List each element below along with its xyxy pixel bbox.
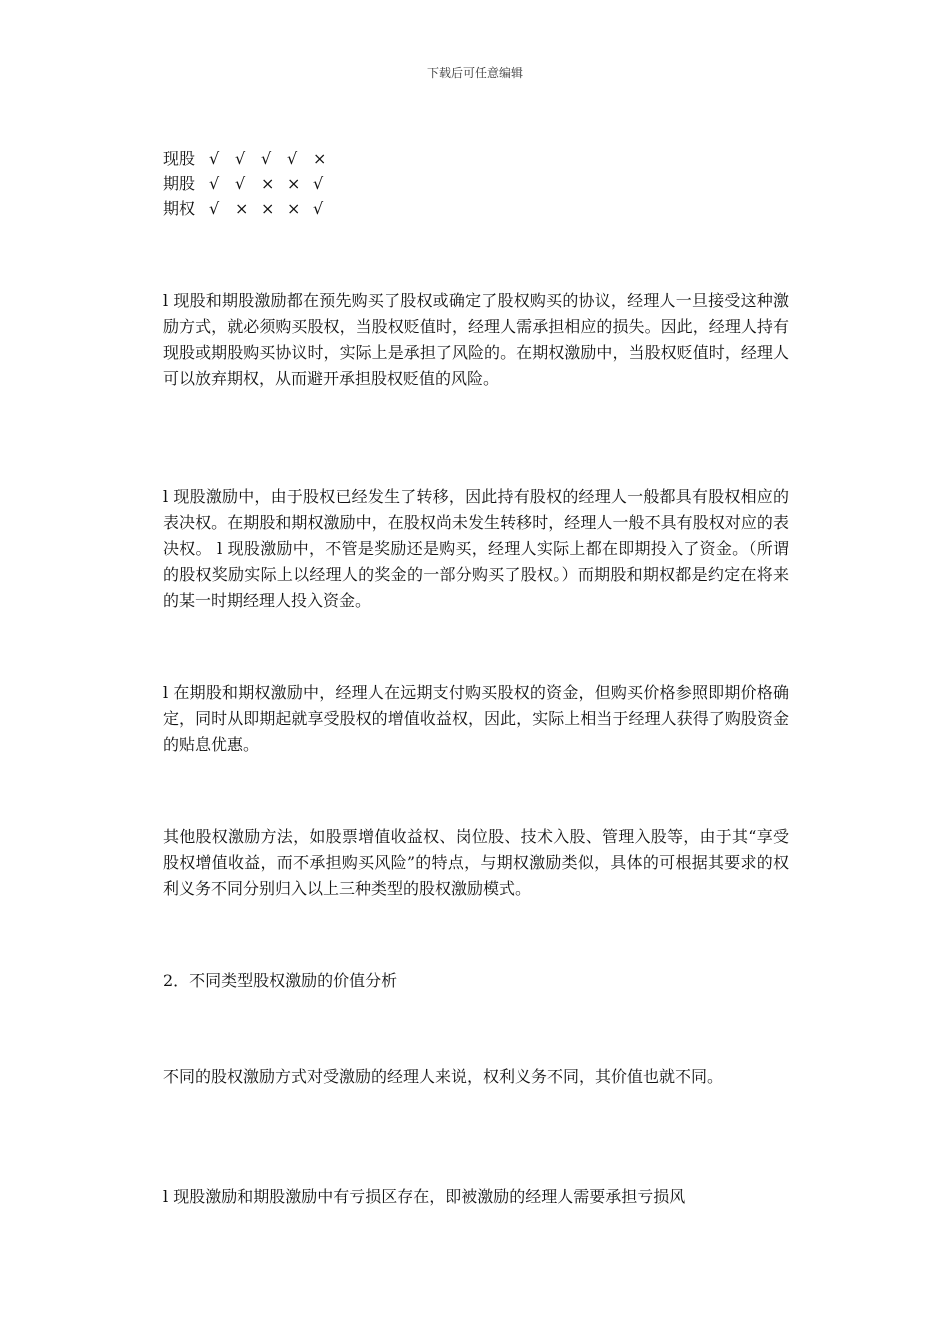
paragraph-voting-rights: l 现股激励中，由于股权已经发生了转移，因此持有股权的经理人一般都具有股权相应的表决权。在期股和期权激励中，在股权尚未发生转移时，经理人一般不具有股权对应的表决权。 l 现股激励中，不管是奖励还是购买，经理人实际上都在即期投入了资金。（所谓的股权奖励实际上以经理人的奖金的一部分购买了股权。）而期股和期权都是约定在将来的某一时期经理人投入资金。 (163, 487, 789, 610)
mark-cell: √ (235, 174, 246, 193)
mark-cell: √ (209, 199, 220, 218)
mark-cell: × (313, 149, 327, 168)
comparison-table (163, 146, 339, 221)
paragraph-value: 不同的股权激励方式对受激励的经理人来说，权利义务不同，其价值也就不同。 (163, 1067, 724, 1086)
mark-cell: × (287, 199, 301, 218)
paragraph-risk: l 现股和期股激励都在预先购买了股权或确定了股权购买的协议，经理人一旦接受这种激励方式，就必须购买股权，当股权贬值时，经理人需承担相应的损失。因此，经理人持有现股或期股购买协议时，实际上是承担了风险的。在期权激励中，当股权贬值时，经理人可以放弃期权，从而避开承担股权贬值的风险。 (163, 291, 789, 388)
mark-cell: √ (313, 174, 324, 193)
mark-cell: × (235, 199, 249, 218)
mark-cell: √ (313, 199, 324, 218)
paragraph-loss-zone: l 现股激励和期股激励中有亏损区存在，即被激励的经理人需要承担亏损风 (163, 1187, 686, 1206)
page-header: 下载后可任意编辑 (426, 66, 523, 80)
mark-cell: √ (209, 174, 220, 193)
mark-cell: √ (261, 149, 272, 168)
row-label: 现股 (163, 149, 196, 168)
table-row (163, 171, 339, 196)
mark-cell: × (261, 199, 275, 218)
mark-cell: × (287, 174, 301, 193)
mark-cell: √ (209, 149, 220, 168)
table-row (163, 146, 339, 171)
row-label: 期权 (163, 199, 196, 218)
table-row (163, 196, 339, 221)
section-heading: 2．不同类型股权激励的价值分析 (163, 971, 398, 990)
paragraph-discount: l 在期股和期权激励中，经理人在远期支付购买股权的资金，但购买价格参照即期价格确定，同时从即期起就享受股权的增值收益权，因此，实际上相当于经理人获得了购股资金的贴息优惠。 (163, 683, 789, 754)
paragraph-other-methods: 其他股权激励方法，如股票增值收益权、岗位股、技术入股、管理入股等，由于其“享受股权增值收益，而不承担购买风险”的特点，与期权激励类似，具体的可根据其要求的权利义务不同分别归入以上三种类型的股权激励模式。 (163, 827, 789, 898)
mark-cell: × (261, 174, 275, 193)
mark-cell: √ (235, 149, 246, 168)
mark-cell: √ (287, 149, 298, 168)
row-label: 期股 (163, 174, 196, 193)
